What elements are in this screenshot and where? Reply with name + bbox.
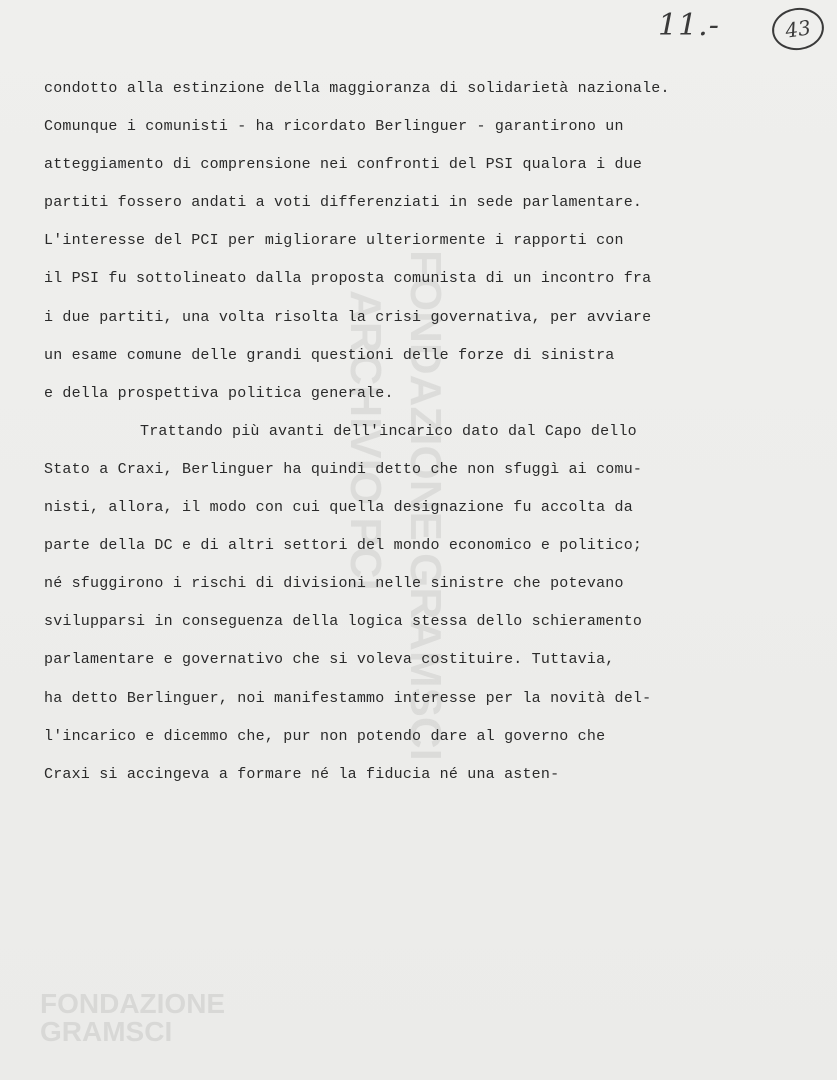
- text-line: ha detto Berlinguer, noi manifestammo interesse per la novità del-: [44, 689, 652, 707]
- text-line: e della prospettiva politica generale.: [44, 384, 394, 402]
- text-line: Comunque i comunisti - ha ricordato Berlinguer - garantirono un: [44, 118, 624, 136]
- text-line: nisti, allora, il modo con cui quella designazione fu accolta da: [44, 499, 633, 517]
- text-line: il PSI fu sottolineato dalla proposta comunista di un incontro fra: [44, 270, 652, 288]
- text-line: condotto alla estinzione della maggioranza di solidarietà nazionale.: [44, 80, 670, 97]
- text-line: i due partiti, una volta risolta la crisi governativa, per avviare: [44, 308, 652, 326]
- foundation-logo-line-2: GRAMSCI: [40, 1016, 173, 1047]
- text-line: L'interesse del PCI per migliorare ulteriormente i rapporti con: [44, 232, 624, 250]
- text-line: Stato a Craxi, Berlinguer ha quindi detto che non sfuggì ai comu-: [44, 460, 643, 478]
- text-line: svilupparsi in conseguenza della logica stessa dello schieramento: [44, 613, 643, 631]
- foundation-logo: [40, 990, 225, 1046]
- typed-text-body: [44, 70, 670, 794]
- watermark-line-1: FONDAZIONE GRAMSCI: [401, 250, 450, 761]
- foundation-logo-line-1: FONDAZIONE: [40, 988, 226, 1019]
- text-line-indented: Trattando più avanti dell'incarico dato dal Capo dello: [140, 422, 637, 440]
- text-line: né sfuggirono i rischi di divisioni nelle sinistre che potevano: [44, 575, 624, 593]
- handwritten-page-number: 11.-: [658, 8, 720, 43]
- text-line: partiti fossero andati a voti differenziati in sede parlamentare.: [44, 194, 643, 212]
- text-line: l'incarico e dicemmo che, pur non potendo dare al governo che: [44, 727, 606, 745]
- text-line: parte della DC e di altri settori del mondo economico e politico;: [44, 537, 643, 555]
- text-line: atteggiamento di comprensione nei confronti del PSI qualora i due: [44, 156, 643, 174]
- watermark-line-2: ARCHIVIO PCI: [341, 290, 390, 591]
- text-line: parlamentare e governativo che si voleva costituire. Tuttavia,: [44, 651, 615, 669]
- circled-page-number: 43: [769, 5, 826, 54]
- text-line: Craxi si accingeva a formare né la fiducia né una asten-: [44, 765, 560, 783]
- text-line: un esame comune delle grandi questioni delle forze di sinistra: [44, 346, 615, 364]
